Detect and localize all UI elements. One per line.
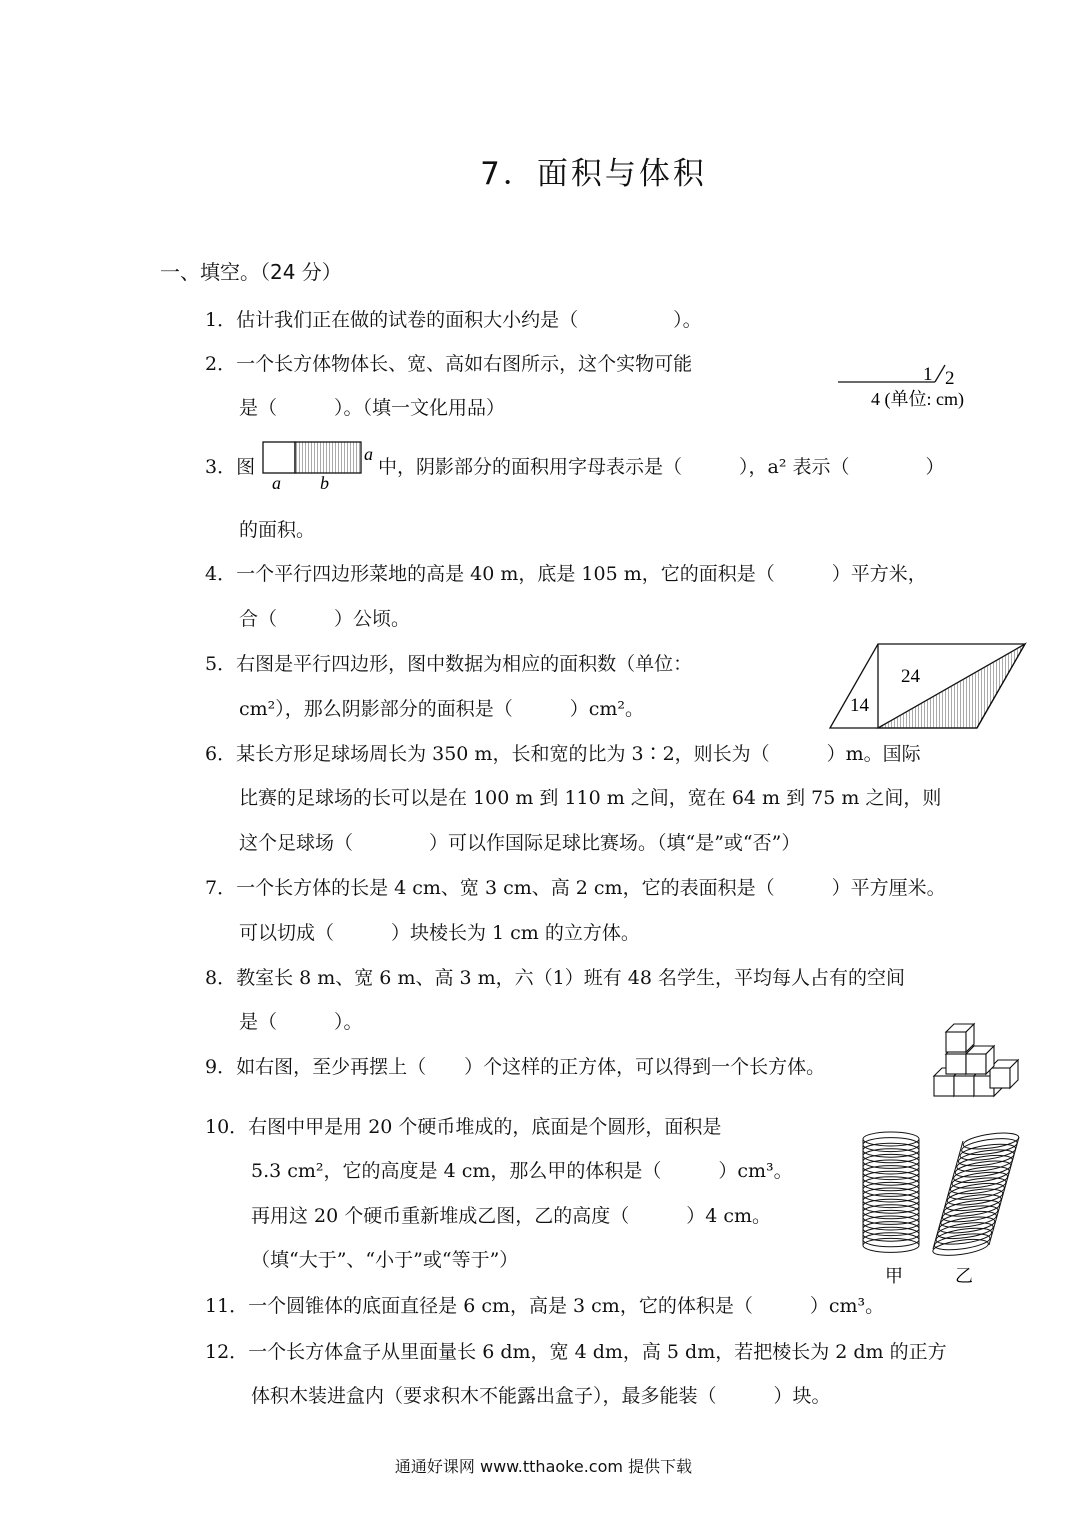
- shaded-rectangle: [295, 442, 361, 473]
- question-9-line-1: 9．如右图，至少再摆上（ ）个这样的正方体，可以得到一个长方体。: [205, 1056, 826, 1078]
- box-width-label: 2: [945, 368, 955, 389]
- question-3-line-1-prefix: 3．图: [205, 456, 256, 478]
- question-5-line-1: 5．右图是平行四边形，图中数据为相应的面积数（单位：: [205, 653, 693, 675]
- coin-stacks-figure: [855, 1125, 1030, 1290]
- question-12-line-2: 体积木装进盒内（要求积木不能露出盒子），最多能装（ ）块。: [251, 1385, 831, 1407]
- question-4-line-2: 合（ ）公顷。: [239, 608, 411, 630]
- footer-credit: 通通好课网 www.tthaoke.com 提供下载: [394, 1457, 693, 1476]
- coin: [863, 1210, 919, 1224]
- label-yi: 乙: [955, 1266, 973, 1286]
- coin: [863, 1199, 919, 1213]
- coin: [863, 1166, 919, 1180]
- question-4-line-1: 4．一个平行四边形菜地的高是 40 m，底是 105 m，它的面积是（ ）平方米，: [205, 563, 927, 585]
- box-dimensions-figure: [835, 355, 1010, 415]
- coin: [863, 1138, 919, 1152]
- bottom-label-b: b: [320, 473, 329, 493]
- section-heading: 一、填空。（24 分）: [160, 260, 342, 284]
- question-6-line-1: 6．某长方形足球场周长为 350 m，长和宽的比为 3∶2，则长为（ ）m。国际: [205, 743, 921, 765]
- question-8-line-1: 8．教室长 8 m、宽 6 m、高 3 m，六（1）班有 48 名学生，平均每人占有的空间: [205, 967, 905, 989]
- coin: [863, 1182, 919, 1196]
- coin: [863, 1171, 919, 1185]
- box-length-label: 4 (单位: cm): [871, 389, 964, 409]
- coin: [863, 1149, 919, 1163]
- question-6-line-2: 比赛的足球场的长可以是在 100 m 到 110 m 之间，宽在 64 m 到 75 m 之间，则: [239, 787, 942, 809]
- question-5-line-2: cm²），那么阴影部分的面积是（ ）cm²。: [239, 698, 645, 720]
- question-8-line-2: 是（ ）。: [239, 1011, 363, 1033]
- rectangle-figure: [260, 440, 378, 495]
- page-title: 7．面积与体积: [480, 156, 707, 192]
- coin-stack-yi: [932, 1130, 1020, 1258]
- question-10-line-1: 10．右图中甲是用 20 个硬币堆成的，底面是个圆形，面积是: [205, 1116, 722, 1138]
- box-height-label: 1: [923, 364, 933, 385]
- question-2-line-1: 2．一个长方体物体长、宽、高如右图所示，这个实物可能: [205, 353, 693, 375]
- coin: [863, 1143, 919, 1157]
- question-3-line-2: 的面积。: [239, 519, 316, 541]
- question-2-line-2: 是（ ）。（填一文化用品）: [239, 397, 506, 419]
- coin: [863, 1194, 919, 1208]
- coin-stack-jia: [863, 1132, 919, 1252]
- area-24-label: 24: [901, 666, 920, 687]
- question-10-line-4: （填“大于”、“小于”或“等于”）: [251, 1249, 519, 1271]
- question-12-line-1: 12．一个长方体盒子从里面量长 6 dm，宽 4 dm，高 5 dm，若把棱长为 2 dm 的正方: [205, 1341, 947, 1363]
- coin: [863, 1132, 919, 1146]
- coin: [863, 1154, 919, 1168]
- coin: [863, 1205, 919, 1219]
- coin: [863, 1177, 919, 1191]
- question-7-line-1: 7．一个长方体的长是 4 cm、宽 3 cm、高 2 cm，它的表面积是（ ）平方厘米。: [205, 877, 946, 899]
- question-10-line-2: 5.3 cm²，它的高度是 4 cm，那么甲的体积是（ ）cm³。: [251, 1160, 793, 1182]
- coin: [863, 1233, 919, 1247]
- coin: [863, 1227, 919, 1241]
- area-14-label: 14: [850, 695, 869, 716]
- question-1-line-1: 1．估计我们正在做的试卷的面积大小约是（ ）。: [205, 309, 702, 331]
- coin: [863, 1160, 919, 1174]
- question-10-line-3: 再用这 20 个硬币重新堆成乙图，乙的高度（ ）4 cm。: [251, 1205, 772, 1227]
- coin: [863, 1188, 919, 1202]
- bottom-label-a: a: [272, 473, 281, 493]
- question-6-line-3: 这个足球场（ ）可以作国际足球比赛场。（填“是”或“否”）: [239, 832, 801, 854]
- side-label-a: a: [364, 444, 373, 464]
- coin: [863, 1238, 919, 1252]
- coin: [863, 1222, 919, 1236]
- label-jia: 甲: [885, 1266, 903, 1286]
- question-11-line-1: 11．一个圆锥体的底面直径是 6 cm，高是 3 cm，它的体积是（ ）cm³。: [205, 1295, 885, 1317]
- cube-stack-figure: [930, 1018, 1025, 1103]
- parallelogram-figure: [825, 640, 1030, 734]
- question-3-line-1: 中，阴影部分的面积用字母表示是（ ），a² 表示（ ）: [378, 456, 945, 478]
- question-7-line-2: 可以切成（ ）块棱长为 1 cm 的立方体。: [239, 922, 640, 944]
- coin: [863, 1216, 919, 1230]
